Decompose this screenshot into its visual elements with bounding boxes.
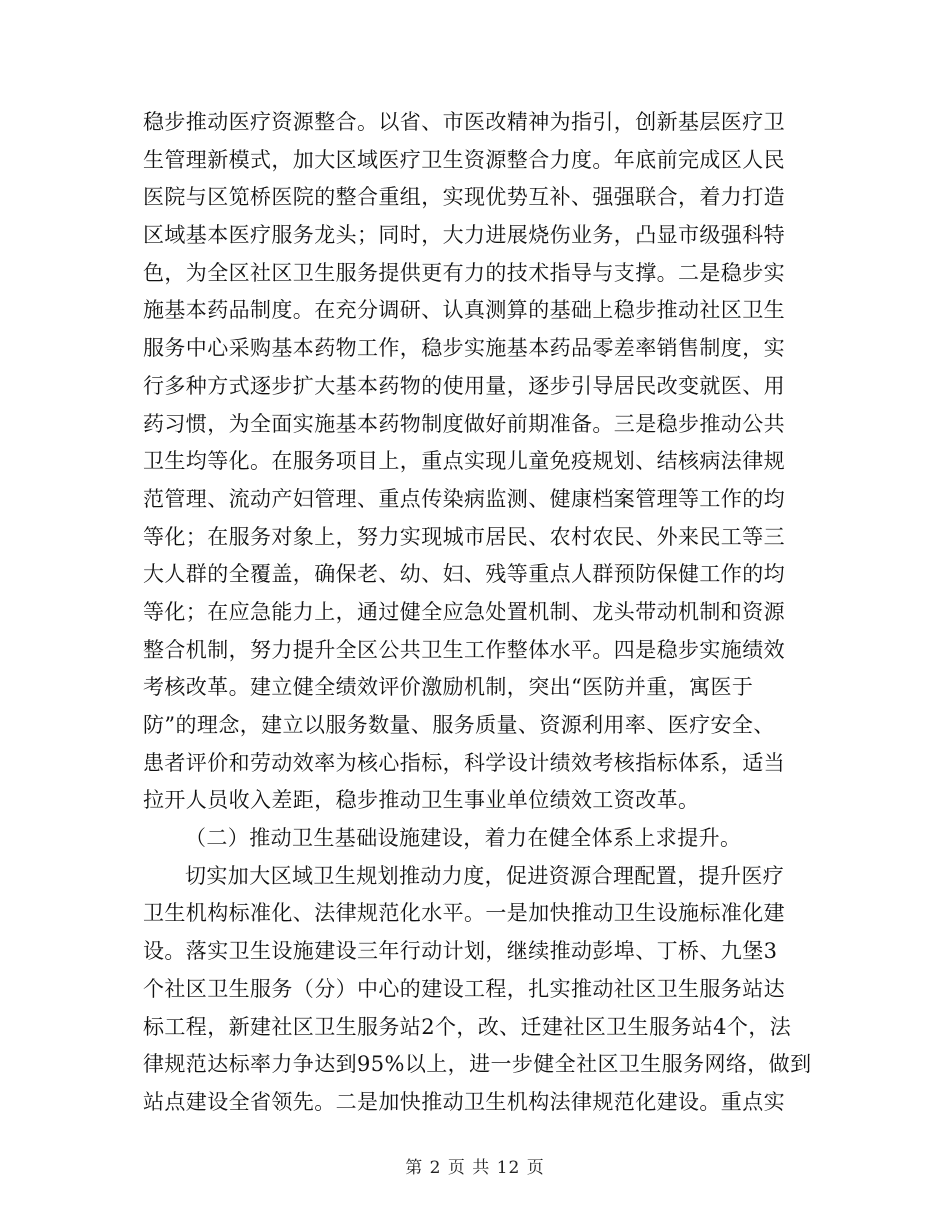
text-line-23: 设。落实卫生设施建设三年行动计划，继续推动彭埠、丁桥、九堡3 [143, 939, 778, 964]
text-line-11: 范管理、流动产妇管理、重点传染病监测、健康档案管理等工作的均 [143, 486, 785, 511]
text-line-1: 稳步推动医疗资源整合。以省、市医改精神为指引，创新基层医疗卫 [143, 110, 785, 134]
text-line-26: 律规范达标率力争达到95%以上，进一步健全社区卫生服务网络，做到 [143, 1052, 812, 1077]
body-text [143, 104, 812, 1122]
text-line-6: 施基本药品制度。在充分调研、认真测算的基础上稳步推动社区卫生 [143, 298, 785, 323]
text-line-27: 站点建设全省领先。二是加快推动卫生机构法律规范化建设。重点实 [143, 1089, 785, 1114]
text-line-8: 行多种方式逐步扩大基本药物的使用量，逐步引导居民改变就医、用 [143, 373, 785, 398]
text-line-24: 个社区卫生服务（分）中心的建设工程，扎实推动社区卫生服务站达 [143, 976, 785, 1001]
text-line-10: 卫生均等化。在服务项目上，重点实现儿童免疫规划、结核病法律规 [143, 449, 785, 474]
text-line-9: 药习惯，为全面实施基本药物制度做好前期准备。三是稳步推动公共 [143, 411, 785, 436]
text-line-25: 标工程，新建社区卫生服务站2个，改、迁建社区卫生服务站4个，法 [143, 1014, 792, 1039]
text-line-5: 色，为全区社区卫生服务提供更有力的技术指导与支撑。二是稳步实 [143, 260, 785, 285]
page-number-footer: 第 2 页 共 12 页 [405, 1158, 545, 1178]
text-line-12: 等化；在服务对象上，努力实现城市居民、农村农民、外来民工等三 [143, 524, 785, 549]
text-line-14: 等化；在应急能力上，通过健全应急处置机制、龙头带动机制和资源 [143, 599, 785, 624]
text-line-3: 医院与区笕桥医院的整合重组，实现优势互补、强强联合，着力打造 [143, 185, 785, 210]
text-line-22: 卫生机构标准化、法律规范化水平。一是加快推动卫生设施标准化建 [143, 901, 785, 926]
text-line-21: 切实加大区域卫生规划推动力度，促进资源合理配置，提升医疗 [185, 863, 785, 888]
text-line-15: 整合机制，努力提升全区公共卫生工作整体水平。四是稳步实施绩效 [143, 637, 785, 662]
text-line-18: 患者评价和劳动效率为核心指标，科学设计绩效考核指标体系，适当 [143, 750, 785, 775]
text-line-19: 拉开人员收入差距，稳步推动卫生事业单位绩效工资改革。 [143, 788, 700, 813]
text-line-17: 防”的理念，建立以服务数量、服务质量、资源利用率、医疗安全、 [143, 713, 775, 737]
text-line-4: 区域基本医疗服务龙头；同时，大力进展烧伤业务，凸显市级强科特 [143, 223, 785, 248]
text-line-2: 生管理新模式，加大区域医疗卫生资源整合力度。年底前完成区人民 [143, 147, 785, 172]
text-line-7: 服务中心采购基本药物工作，稳步实施基本药品零差率销售制度，实 [143, 336, 785, 361]
text-line-13: 大人群的全覆盖，确保老、幼、妇、残等重点人群预防保健工作的均 [143, 562, 785, 587]
text-line-16: 考核改革。建立健全绩效评价激励机制，突出“医防并重，寓医于 [143, 675, 754, 700]
section-heading: （二）推动卫生基础设施建设，着力在健全体系上求提升。 [185, 826, 742, 851]
